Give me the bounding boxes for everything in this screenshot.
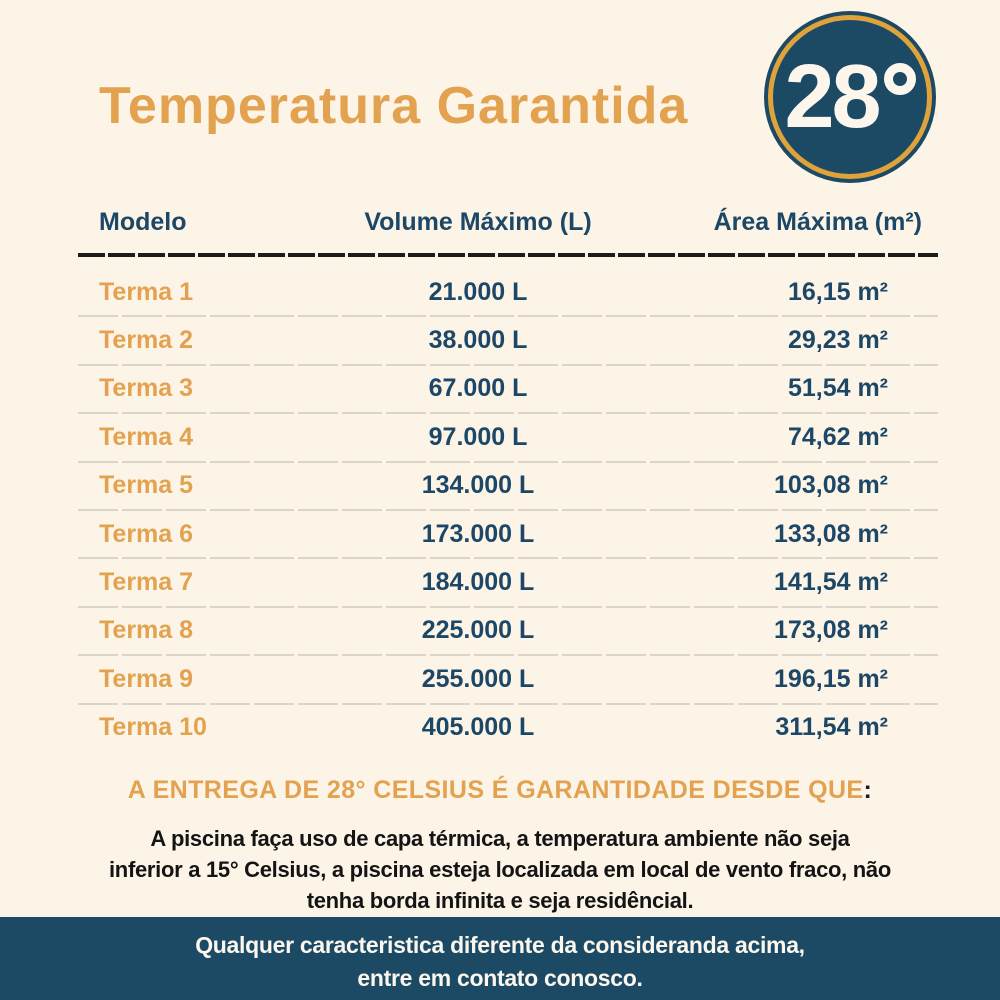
table-row xyxy=(78,269,938,315)
table-row xyxy=(78,366,938,412)
table-row xyxy=(78,511,938,557)
cell-area: 173,08 m² xyxy=(774,616,888,645)
table-row xyxy=(78,656,938,702)
badge-temperature xyxy=(784,46,915,147)
cell-volume: 97.000 L xyxy=(428,422,528,451)
cell-volume: 67.000 L xyxy=(428,374,528,403)
cell-model: Terma 1 xyxy=(99,277,194,306)
cell-volume: 225.000 L xyxy=(421,616,535,645)
cell-volume: 184.000 L xyxy=(421,568,535,597)
cell-volume: 173.000 L xyxy=(421,519,535,548)
column-header-area: Área Máxima (m²) xyxy=(713,207,922,236)
cell-area: 133,08 m² xyxy=(774,519,888,548)
conditions-body xyxy=(0,823,1000,916)
cell-volume: 405.000 L xyxy=(421,713,535,742)
conditions-heading xyxy=(0,775,1000,805)
badge-gold-ring xyxy=(768,15,932,179)
cell-area: 29,23 m² xyxy=(787,326,888,355)
models-table xyxy=(78,196,938,751)
cell-area: 103,08 m² xyxy=(774,471,888,500)
table-body xyxy=(78,257,938,751)
cell-model: Terma 5 xyxy=(99,471,194,500)
conditions-heading-text: A ENTREGA DE 28° CELSIUS É GARANTIDADE DESDE QUE xyxy=(127,776,864,804)
cell-area: 196,15 m² xyxy=(774,664,888,693)
page-title: Temperatura Garantida xyxy=(99,77,689,135)
table-header-row xyxy=(78,196,938,248)
cell-model: Terma 3 xyxy=(99,374,194,403)
footer-line: entre em contato conosco. xyxy=(357,965,643,991)
table-row xyxy=(78,559,938,605)
column-header-volume: Volume Máximo (L) xyxy=(364,207,592,236)
temperature-badge xyxy=(764,11,936,183)
cell-model: Terma 7 xyxy=(99,568,194,597)
badge-temperature-value: 28 xyxy=(784,46,879,147)
conditions-body-line: tenha borda infinita e seja residêncial. xyxy=(306,888,694,913)
conditions-body-line: A piscina faça uso de capa térmica, a temperatura ambiente não seja xyxy=(150,826,850,851)
cell-volume: 38.000 L xyxy=(428,326,528,355)
footer-line: Qualquer caracteristica diferente da consideranda acima, xyxy=(195,932,805,958)
cell-model: Terma 2 xyxy=(99,326,194,355)
cell-area: 51,54 m² xyxy=(787,374,888,403)
cell-area: 141,54 m² xyxy=(774,568,888,597)
conditions-heading-colon: : xyxy=(863,776,873,804)
table-row xyxy=(78,463,938,509)
table-row xyxy=(78,317,938,363)
cell-area: 16,15 m² xyxy=(787,277,888,306)
cell-area: 311,54 m² xyxy=(775,713,888,742)
column-header-model: Modelo xyxy=(99,207,187,236)
cell-model: Terma 4 xyxy=(99,422,194,451)
cell-model: Terma 10 xyxy=(99,713,207,742)
cell-volume: 21.000 L xyxy=(428,277,528,306)
table-row xyxy=(78,608,938,654)
cell-model: Terma 8 xyxy=(99,616,194,645)
table-row xyxy=(78,705,938,751)
conditions-body-line: inferior a 15° Celsius, a piscina esteja localizada em local de vento fraco, não xyxy=(109,857,891,882)
footer-bar xyxy=(0,917,1000,1000)
degree-icon xyxy=(884,63,916,95)
table-row xyxy=(78,414,938,460)
cell-volume: 134.000 L xyxy=(421,471,535,500)
cell-model: Terma 9 xyxy=(99,664,194,693)
cell-area: 74,62 m² xyxy=(787,422,888,451)
cell-volume: 255.000 L xyxy=(421,664,535,693)
cell-model: Terma 6 xyxy=(99,519,194,548)
